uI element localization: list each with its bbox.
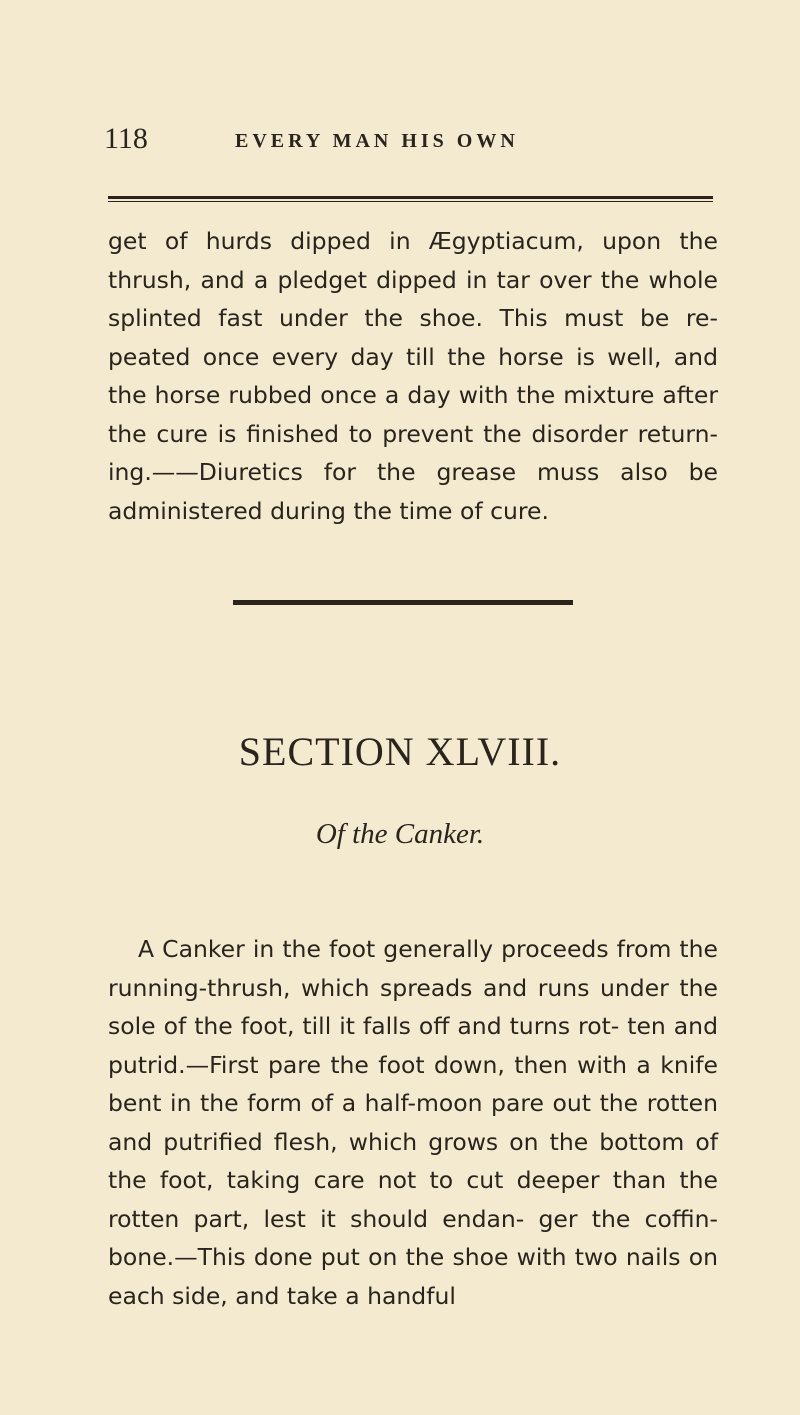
paragraph-2: A Canker in the foot generally proceeds from the running-thrush, which spreads and runs under the sole of the foot, till it falls off and turns rot- ten and putrid.—First pare the foot down, then with a knife bent in the form of a half-moon pare out the rotten and putrified flesh, which grows on the bottom of the foot, taking care not to cut deeper than the rotten part, lest it should endan- ger the coffin-bone.—This done put on the shoe with two nails on each side, and take a handful xyxy=(108,935,718,1310)
header-rule xyxy=(108,196,713,199)
section-heading: SECTION XLVIII. xyxy=(238,729,562,774)
page-number: 118 xyxy=(104,122,148,155)
section-divider xyxy=(233,600,573,605)
section-subtitle: Of the Canker. xyxy=(315,818,485,850)
header-rule-thin xyxy=(108,201,713,202)
paragraph-1: get of hurds dipped in Ægyptiacum, upon the thrush, and a pledget dipped in tar over the whole splinted fast under the shoe. This must be re- peated once every day till the horse is well, and the horse rubbed once a day with the mixture after the cure is finished to prevent the disorder return- ing.——Diuretics for the grease muss also be administered during the time of cure. xyxy=(108,227,718,525)
running-head: EVERY MAN HIS OWN xyxy=(235,130,519,152)
